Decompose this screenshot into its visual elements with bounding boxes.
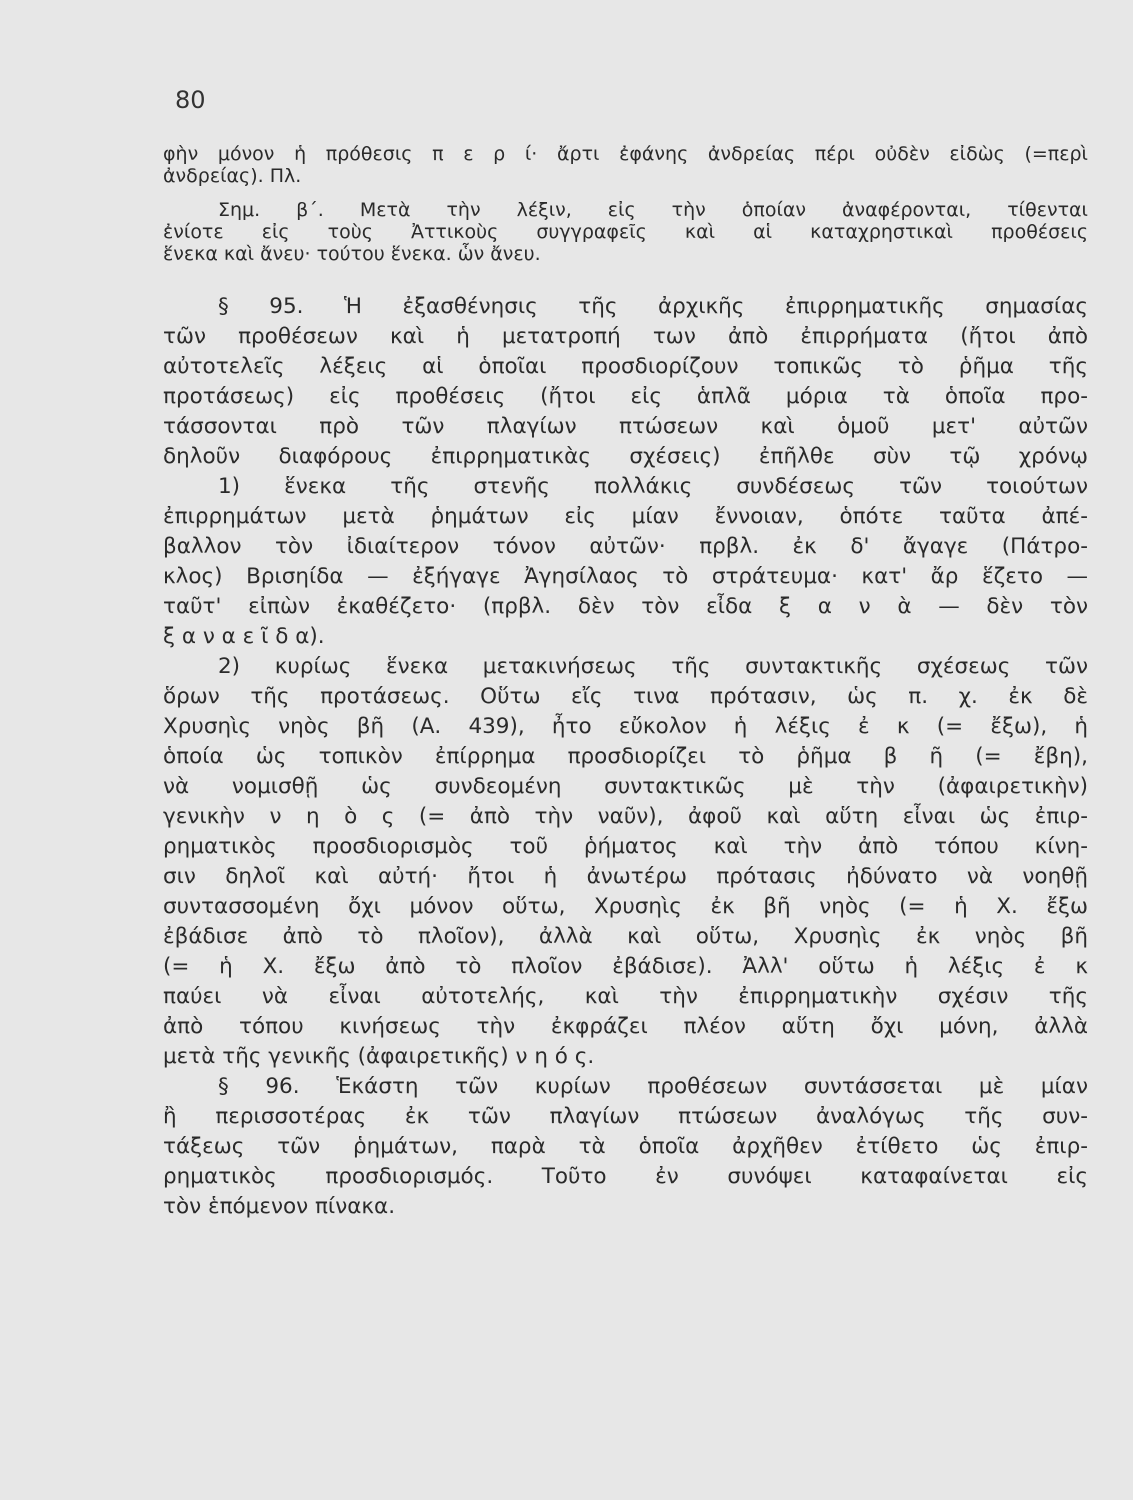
text-line: νὰ νομισθῇ ὡς συνδεομένη συντακτικῶς μὲ τὴν (ἀφαιρετικὴν) bbox=[163, 774, 1088, 799]
text-line: αὐτοτελεῖς λέξεις αἱ ὁποῖαι προσδιορίζουν τοπικῶς τὸ ῥῆμα τῆς bbox=[163, 354, 1088, 379]
text-line: ἐπιρρημάτων μετὰ ῥημάτων εἰς μίαν ἔννοιαν, ὁπότε ταῦτα ἀπέ- bbox=[163, 504, 1088, 529]
text-line: ἐνίοτε εἰς τοὺς Ἀττικοὺς συγγραφεῖς καὶ αἱ καταχρηστικαὶ προθέσεις bbox=[163, 221, 1088, 243]
text-line: βαλλον τὸν ἰδιαίτερον τόνον αὐτῶν· πρβλ. ἐκ δ' ἄγαγε (Πάτρο- bbox=[163, 534, 1088, 559]
text-line: τάσσονται πρὸ τῶν πλαγίων πτώσεων καὶ ὁμοῦ μετ' αὐτῶν bbox=[163, 414, 1088, 439]
text-line: 1) ἕνεκα τῆς στενῆς πολλάκις συνδέσεως τῶν τοιούτων bbox=[218, 474, 1088, 499]
text-line: ἕνεκα καὶ ἄνευ· τούτου ἕνεκα. ὧν ἄνευ. bbox=[163, 243, 541, 265]
text-line: ἐβάδισε ἀπὸ τὸ πλοῖον), ἀλλὰ καὶ οὕτω, Χρυσηὶς ἐκ νηὸς βῆ bbox=[163, 924, 1088, 949]
text-line: γενικὴν ν η ὸ ς (= ἀπὸ τὴν ναῦν), ἀφοῦ καὶ αὕτη εἶναι ὡς ἐπιρ- bbox=[163, 804, 1088, 829]
text-line: φὴν μόνον ἡ πρόθεσις π ε ρ ί· ἄρτι ἐφάνης ἀνδρείας πέρι οὐδὲν εἰδὼς (=περὶ bbox=[163, 143, 1088, 165]
text-line: ρηματικὸς προσδιορισμός. Τοῦτο ἐν συνόψει καταφαίνεται εἰς bbox=[163, 1164, 1088, 1189]
text-line: σιν δηλοῖ καὶ αὐτή· ἤτοι ἡ ἀνωτέρω πρότασις ἠδύνατο νὰ νοηθῇ bbox=[163, 864, 1088, 889]
text-line: ἀνδρείας). Πλ. bbox=[163, 165, 302, 187]
text-line: ρηματικὸς προσδιορισμὸς τοῦ ῥήματος καὶ τὴν ἀπὸ τόπου κίνη- bbox=[163, 834, 1088, 859]
text-line: κλος) Βρισηίδα — ἐξήγαγε Ἀγησίλαος τὸ στράτευμα· κατ' ἄρ ἕζετο — bbox=[163, 564, 1088, 589]
text-line: ἢ περισσοτέρας ἐκ τῶν πλαγίων πτώσεων ἀναλόγως τῆς συν- bbox=[163, 1104, 1088, 1129]
text-line: Χρυσηὶς νηὸς βῆ (Α. 439), ἦτο εὔκολον ἡ λέξις ἐ κ (= ἔξω), ἡ bbox=[163, 714, 1088, 739]
text-line: § 96. Ἑκάστη τῶν κυρίων προθέσεων συντάσσεται μὲ μίαν bbox=[218, 1074, 1088, 1099]
text-line: ταῦτ' εἰπὼν ἐκαθέζετο· (πρβλ. δὲν τὸν εἶδα ξ α ν ὰ — δὲν τὸν bbox=[163, 594, 1088, 619]
text-line: τὸν ἑπόμενον πίνακα. bbox=[163, 1194, 396, 1219]
text-line: προτάσεως) εἰς προθέσεις (ἤτοι εἰς ἁπλᾶ μόρια τὰ ὁποῖα προ- bbox=[163, 384, 1088, 409]
text-line: ἀπὸ τόπου κινήσεως τὴν ἐκφράζει πλέον αὕτη ὄχι μόνη, ἀλλὰ bbox=[163, 1014, 1088, 1039]
text-line: δηλοῦν διαφόρους ἐπιρρηματικὰς σχέσεις) ἐπῆλθε σὺν τῷ χρόνῳ bbox=[163, 444, 1088, 469]
text-line: παύει νὰ εἶναι αὐτοτελής, καὶ τὴν ἐπιρρηματικὴν σχέσιν τῆς bbox=[163, 984, 1088, 1009]
text-line: Σημ. β΄. Μετὰ τὴν λέξιν, εἰς τὴν ὁποίαν ἀναφέρονται, τίθενται bbox=[218, 199, 1088, 221]
main-text bbox=[163, 292, 1088, 1222]
text-line: τάξεως τῶν ῥημάτων, παρὰ τὰ ὁποῖα ἀρχῆθεν ἐτίθετο ὡς ἐπιρ- bbox=[163, 1134, 1088, 1159]
text-line: ξ α ν α ε ῖ δ α). bbox=[163, 624, 325, 649]
text-line: ὁποία ὡς τοπικὸν ἐπίρρημα προσδιορίζει τὸ ῥῆμα β ῆ (= ἔβη), bbox=[163, 744, 1088, 769]
note-block bbox=[163, 143, 1088, 265]
text-line: ὅρων τῆς προτάσεως. Οὕτω εἴς τινα πρότασιν, ὡς π. χ. ἐκ δὲ bbox=[163, 684, 1088, 709]
text-line: § 95. Ἡ ἐξασθένησις τῆς ἀρχικῆς ἐπιρρηματικῆς σημασίας bbox=[218, 294, 1088, 319]
text-line: τῶν προθέσεων καὶ ἡ μετατροπή των ἀπὸ ἐπιρρήματα (ἤτοι ἀπὸ bbox=[163, 324, 1088, 349]
text-line: μετὰ τῆς γενικῆς (ἀφαιρετικῆς) ν η ό ς. bbox=[163, 1044, 595, 1069]
text-line: (= ἡ Χ. ἔξω ἀπὸ τὸ πλοῖον ἐβάδισε). Ἀλλ' οὕτω ἡ λέξις ἐ κ bbox=[163, 954, 1088, 979]
text-line: συντασσομένη ὄχι μόνον οὕτω, Χρυσηὶς ἐκ βῆ νηὸς (= ἡ Χ. ἔξω bbox=[163, 894, 1088, 919]
text-line: 2) κυρίως ἕνεκα μετακινήσεως τῆς συντακτικῆς σχέσεως τῶν bbox=[218, 654, 1088, 679]
page-number: 80 bbox=[175, 86, 206, 114]
